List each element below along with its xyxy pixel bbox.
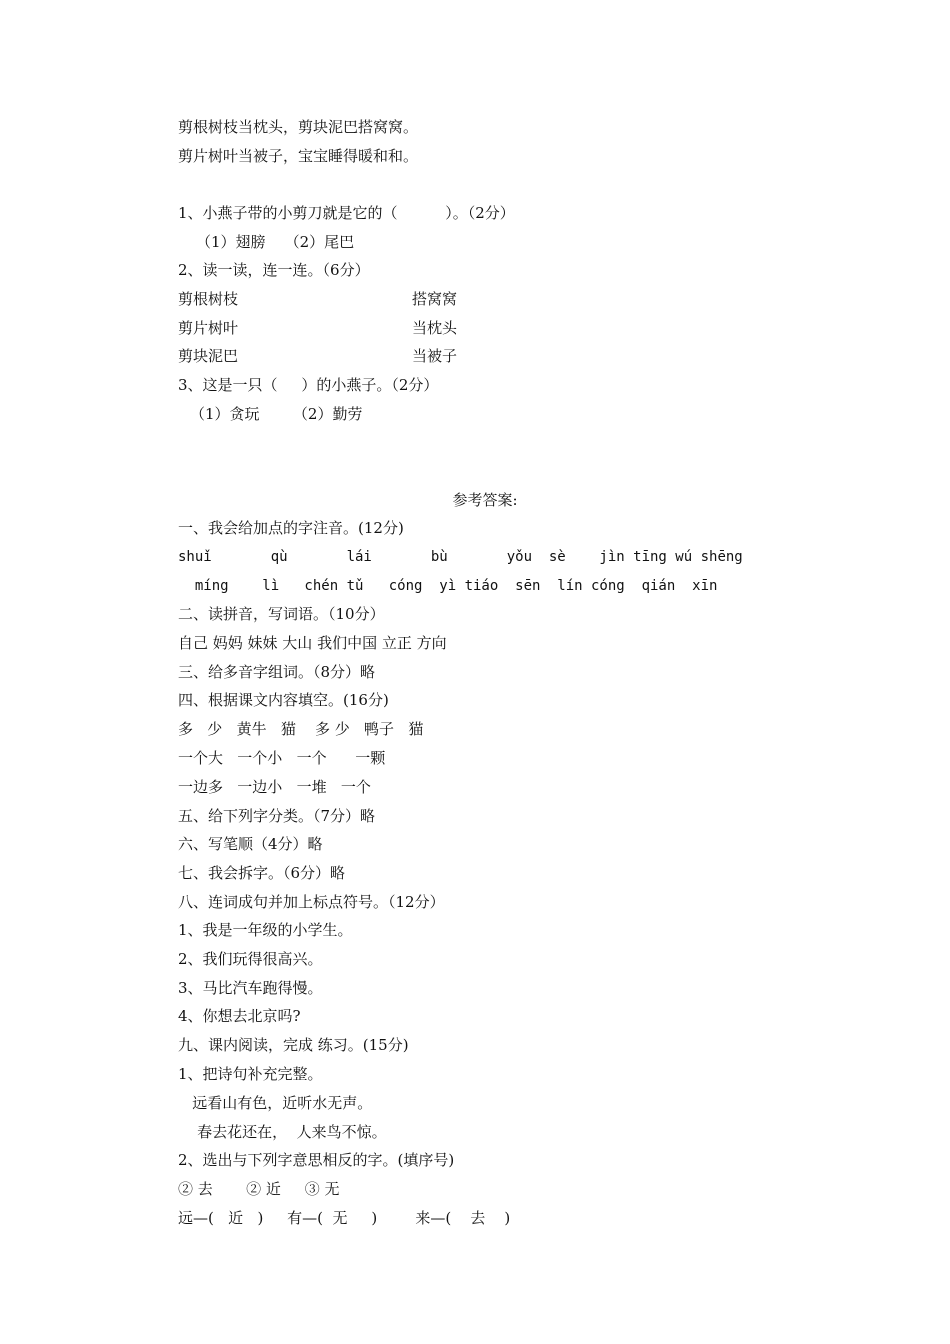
q2-right-item: 当被子 <box>412 347 458 365</box>
question-1-options: （1）翅膀 （2）尾巴 <box>196 233 355 251</box>
q2-left-item: 剪片树叶 <box>178 319 239 337</box>
answer-section-9-q1-line-2: 春去花还在， 人来鸟不惊。 <box>178 1123 387 1141</box>
q2-left-item: 剪根树枝 <box>178 290 239 308</box>
answer-section-4-row-2: 一个大 一个小 一个 一颗 <box>178 749 386 767</box>
question-3-options: （1）贪玩 （2）勤劳 <box>190 405 363 423</box>
poem-line-1: 剪根树枝当枕头，剪块泥巴搭窝窝。 <box>178 118 419 136</box>
answer-section-9-q2-answers: 远—( 近 ) 有—( 无 ) 来—( 去 ) <box>178 1209 511 1227</box>
answer-pinyin-row-2: míng lì chén tǔ cóng yì tiáo sēn lín cóng qián xīn <box>178 578 718 594</box>
answer-section-8: 八、连词成句并加上标点符号。（12分） <box>178 893 445 911</box>
q2-left-item: 剪块泥巴 <box>178 347 239 365</box>
question-2: 2、读一读，连一连。（6分） <box>178 261 370 279</box>
answer-section-2-row: 自己 妈妈 妹妹 大山 我们中国 立正 方向 <box>178 634 447 652</box>
question-3: 3、这是一只（ ）的小燕子。（2分） <box>178 376 439 394</box>
answer-section-9-q1: 1、把诗句补充完整。 <box>178 1065 323 1083</box>
question-1: 1、小燕子带的小剪刀就是它的（ ）。（2分） <box>178 204 515 222</box>
q2-right-item: 当枕头 <box>412 319 458 337</box>
answer-section-3: 三、给多音字组词。（8分）略 <box>178 663 376 681</box>
answer-section-5: 五、给下列字分类。（7分）略 <box>178 807 376 825</box>
answer-section-2: 二、读拼音，写词语。（10分） <box>178 605 385 623</box>
answer-section-8-item-4: 4、你想去北京吗? <box>178 1007 301 1025</box>
poem-line-2: 剪片树叶当被子，宝宝睡得暖和和。 <box>178 147 419 165</box>
answer-section-6: 六、写笔顺（4分）略 <box>178 835 323 853</box>
answer-section-9-q2: 2、选出与下列字意思相反的字。(填序号) <box>178 1151 455 1169</box>
answer-section-9-q1-line-1: 远看山有色，近听水无声。 <box>178 1094 373 1112</box>
answer-section-4: 四、根据课文内容填空。(16分) <box>178 691 389 709</box>
answer-section-1: 一、我会给加点的字注音。(12分) <box>178 519 404 537</box>
answer-section-9: 九、课内阅读，完成 练习。(15分) <box>178 1036 409 1054</box>
answer-section-8-item-1: 1、我是一年级的小学生。 <box>178 921 353 939</box>
answer-section-9-q2-options: ② 去 ② 近 ③ 无 <box>178 1180 340 1198</box>
answers-title: 参考答案: <box>452 491 518 509</box>
answer-section-4-row-1: 多 少 黄牛 猫 多 少 鸭子 猫 <box>178 720 424 738</box>
answer-section-7: 七、我会拆字。（6分）略 <box>178 864 346 882</box>
q2-right-item: 搭窝窝 <box>412 290 458 308</box>
answer-section-8-item-2: 2、我们玩得很高兴。 <box>178 950 323 968</box>
answer-pinyin-row-1: shuǐ qù lái bù yǒu sè jìn tīng wú shēng <box>178 549 743 565</box>
answer-section-4-row-3: 一边多 一边小 一堆 一个 <box>178 778 371 796</box>
answer-section-8-item-3: 3、马比汽车跑得慢。 <box>178 979 323 997</box>
